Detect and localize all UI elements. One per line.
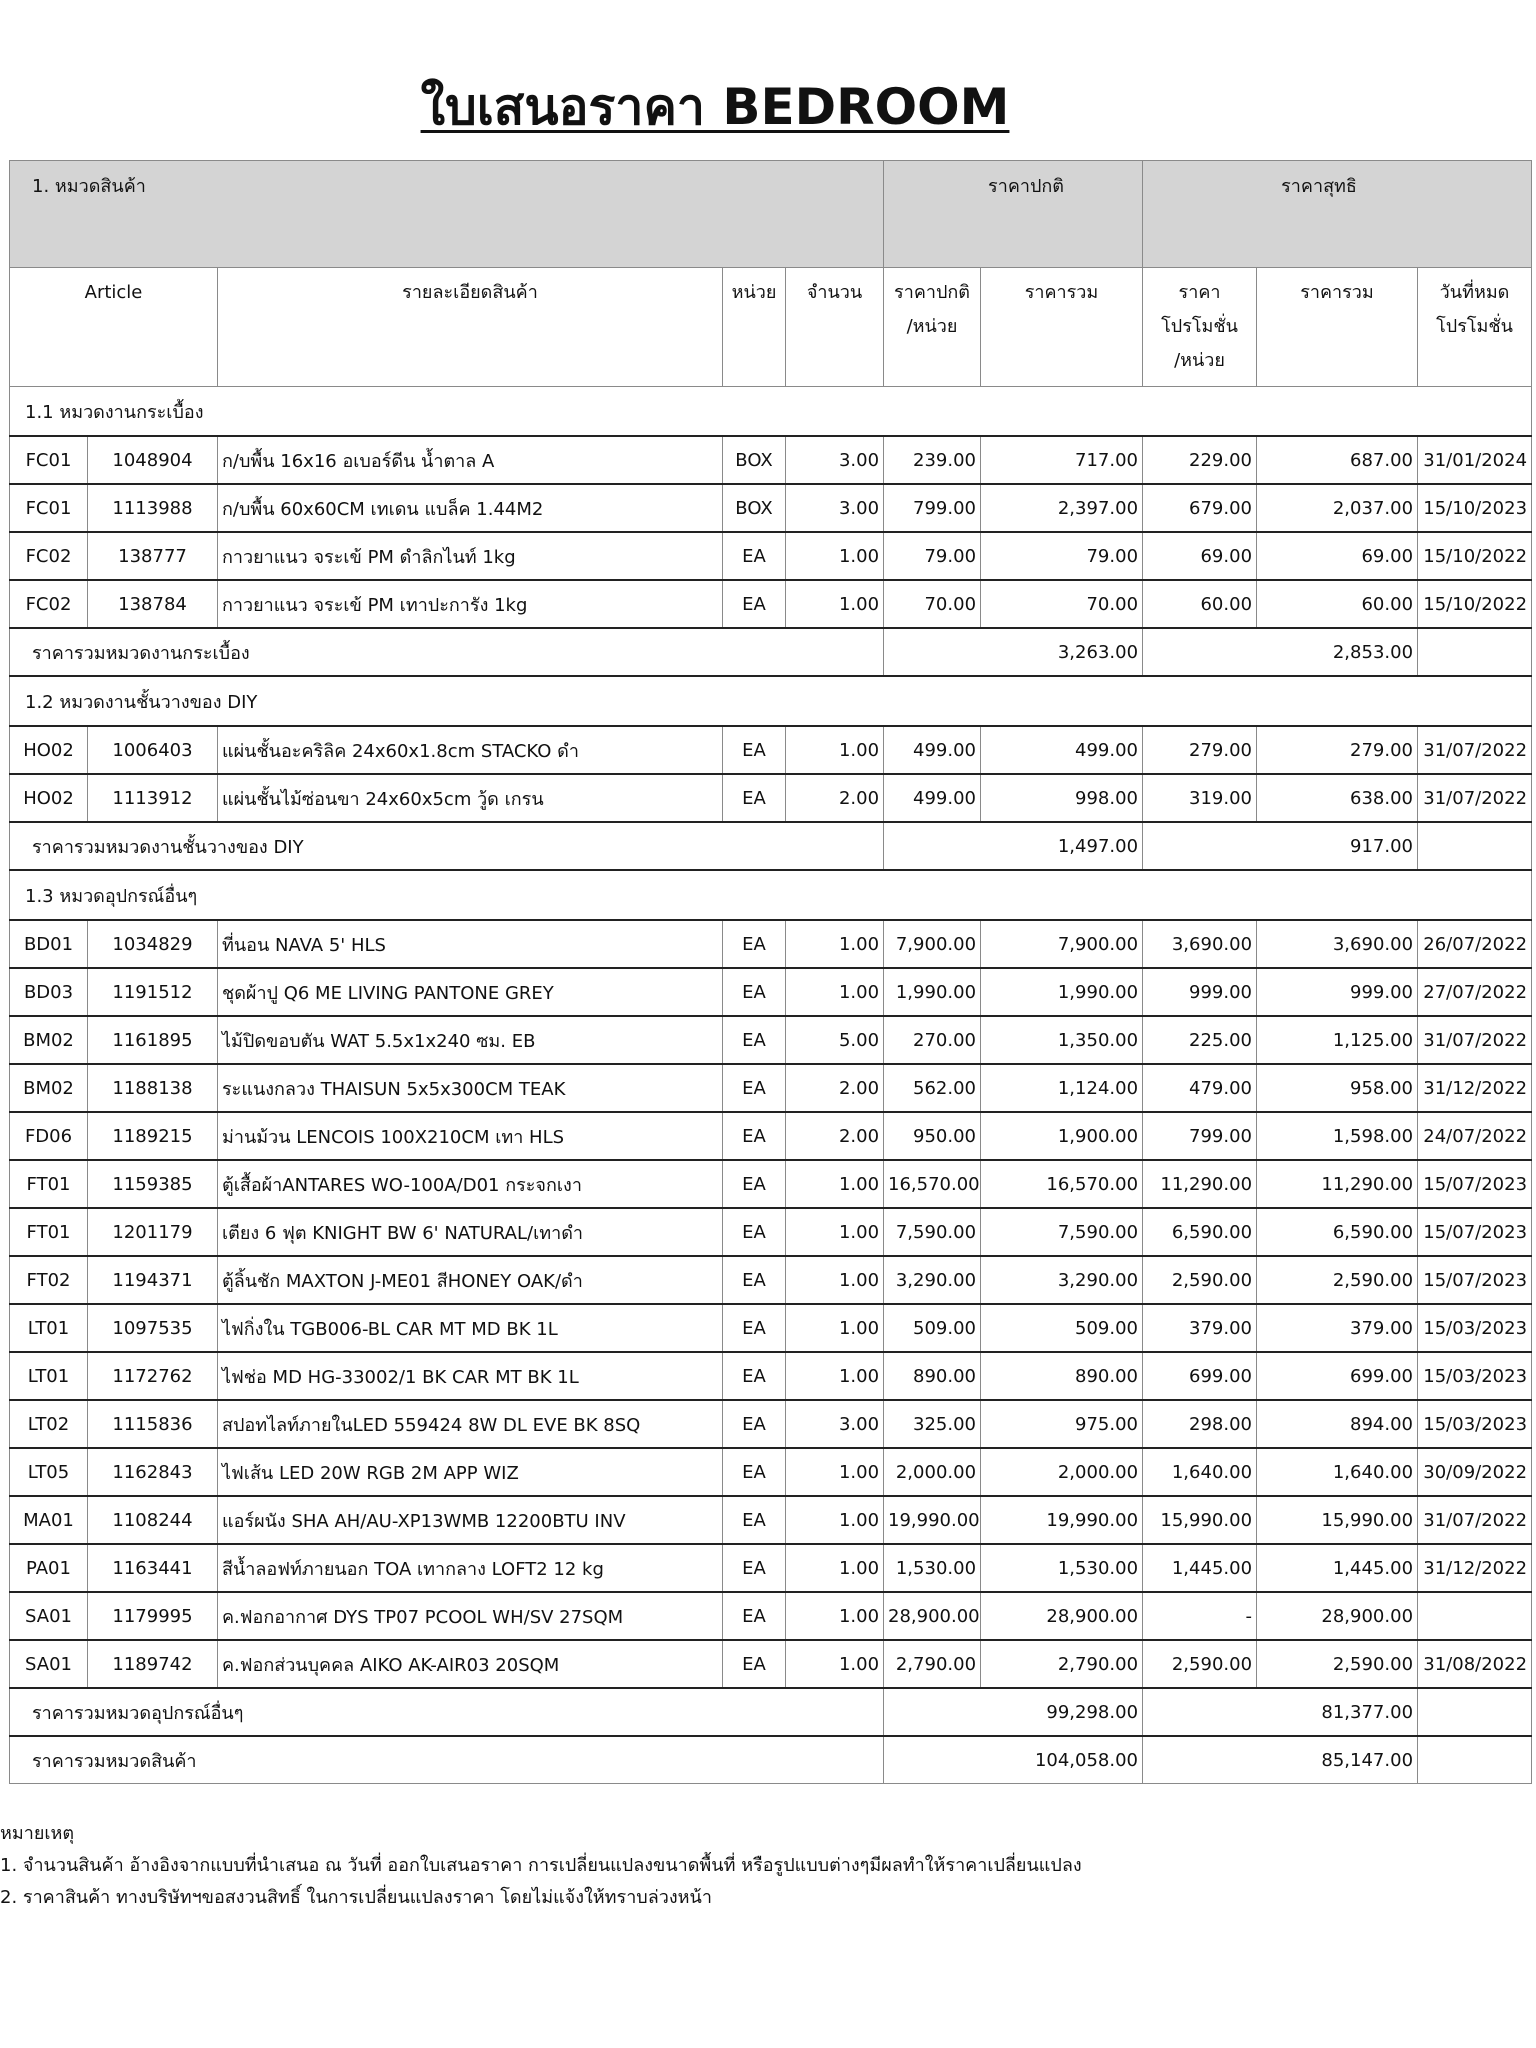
- category-row: [10, 676, 1532, 726]
- item-description: ตู้เสื้อผ้าANTARES WO-100A/D01 กระจกเงา: [218, 1160, 723, 1208]
- item-quantity: 3.00: [786, 436, 884, 484]
- item-unit: EA: [723, 968, 786, 1016]
- item-code: FD06: [10, 1112, 88, 1160]
- item-description: กาวยาแนว จระเข้ PM ดำลิกไนท์ 1kg: [218, 532, 723, 580]
- item-code: HO02: [10, 726, 88, 774]
- item-total: 717.00: [981, 436, 1143, 484]
- item-code: BD03: [10, 968, 88, 1016]
- item-unit-price: 2,790.00: [884, 1640, 981, 1688]
- item-quantity: 1.00: [786, 920, 884, 968]
- subtotal-empty-cell: [1418, 822, 1532, 870]
- item-unit: EA: [723, 1352, 786, 1400]
- item-promo-price: 60.00: [1143, 580, 1257, 628]
- item-code: LT05: [10, 1448, 88, 1496]
- col-promo-line1: ราคา: [1178, 282, 1221, 303]
- col-article-header: Article: [10, 268, 218, 387]
- item-quantity: 1.00: [786, 1304, 884, 1352]
- item-article: 1113988: [88, 484, 218, 532]
- item-quantity: 1.00: [786, 1352, 884, 1400]
- item-total: 1,530.00: [981, 1544, 1143, 1592]
- table-row: [10, 1112, 1532, 1160]
- item-net-total: 2,590.00: [1257, 1640, 1418, 1688]
- item-description: ชุดผ้าปู Q6 ME LIVING PANTONE GREY: [218, 968, 723, 1016]
- item-article: 1108244: [88, 1496, 218, 1544]
- col-unit-price-line2: /หน่วย: [906, 316, 958, 337]
- grand-total-regular: 104,058.00: [884, 1736, 1143, 1784]
- item-quantity: 3.00: [786, 484, 884, 532]
- item-total: 28,900.00: [981, 1592, 1143, 1640]
- subtotal-empty-cell: [1418, 628, 1532, 676]
- item-quantity: 1.00: [786, 532, 884, 580]
- item-unit-price: 890.00: [884, 1352, 981, 1400]
- item-unit-price: 1,990.00: [884, 968, 981, 1016]
- item-net-total: 6,590.00: [1257, 1208, 1418, 1256]
- item-unit: BOX: [723, 436, 786, 484]
- item-promo-end-date: [1418, 1592, 1532, 1640]
- table-row: [10, 920, 1532, 968]
- item-unit: EA: [723, 1208, 786, 1256]
- item-description: ไฟเส้น LED 20W RGB 2M APP WIZ: [218, 1448, 723, 1496]
- item-description: ไฟช่อ MD HG-33002/1 BK CAR MT BK 1L: [218, 1352, 723, 1400]
- item-promo-end-date: 31/12/2022: [1418, 1064, 1532, 1112]
- item-total: 19,990.00: [981, 1496, 1143, 1544]
- item-description: ค.ฟอกอากาศ DYS TP07 PCOOL WH/SV 27SQM: [218, 1592, 723, 1640]
- item-article: 1159385: [88, 1160, 218, 1208]
- item-net-total: 3,690.00: [1257, 920, 1418, 968]
- item-net-total: 379.00: [1257, 1304, 1418, 1352]
- grand-total-row: [10, 1736, 1532, 1784]
- item-net-total: 279.00: [1257, 726, 1418, 774]
- item-article: 1188138: [88, 1064, 218, 1112]
- item-unit: EA: [723, 1400, 786, 1448]
- item-net-total: 2,037.00: [1257, 484, 1418, 532]
- item-promo-price: 69.00: [1143, 532, 1257, 580]
- item-promo-price: 379.00: [1143, 1304, 1257, 1352]
- note-line-1: 1. จำนวนสินค้า อ้างอิงจากแบบที่นำเสนอ ณ วันที่ ออกใบเสนอราคา การเปลี่ยนแปลงขนาดพื้นที่ หรือรูปแบบต่างๆมีผลทำให้ราคาเปลี่ยนแปลง: [0, 1855, 1082, 1876]
- subtotal-label: ราคารวมหมวดงานกระเบื้อง: [10, 628, 884, 676]
- item-unit-price: 325.00: [884, 1400, 981, 1448]
- item-unit-price: 7,900.00: [884, 920, 981, 968]
- subtotal-label: ราคารวมหมวดอุปกรณ์อื่นๆ: [10, 1688, 884, 1736]
- item-code: SA01: [10, 1592, 88, 1640]
- grand-total-empty-cell: [1418, 1736, 1532, 1784]
- item-net-total: 28,900.00: [1257, 1592, 1418, 1640]
- table-row: [10, 1544, 1532, 1592]
- item-total: 1,124.00: [981, 1064, 1143, 1112]
- item-article: 1189215: [88, 1112, 218, 1160]
- item-promo-price: 699.00: [1143, 1352, 1257, 1400]
- item-description: กาวยาแนว จระเข้ PM เทาปะการัง 1kg: [218, 580, 723, 628]
- item-code: BM02: [10, 1064, 88, 1112]
- item-article: 1172762: [88, 1352, 218, 1400]
- item-unit: EA: [723, 1304, 786, 1352]
- item-total: 16,570.00: [981, 1160, 1143, 1208]
- item-promo-price: 479.00: [1143, 1064, 1257, 1112]
- col-end-line2: โปรโมชั่น: [1436, 316, 1513, 337]
- item-unit: EA: [723, 1016, 786, 1064]
- item-description: ม่านม้วน LENCOIS 100X210CM เทา HLS: [218, 1112, 723, 1160]
- subtotal-row: [10, 822, 1532, 870]
- item-code: BD01: [10, 920, 88, 968]
- title-text: ใบเสนอราคา BEDROOM: [420, 78, 1010, 136]
- item-net-total: 999.00: [1257, 968, 1418, 1016]
- subtotal-net: 2,853.00: [1143, 628, 1418, 676]
- item-unit-price: 2,000.00: [884, 1448, 981, 1496]
- item-unit: EA: [723, 1160, 786, 1208]
- table-row: [10, 1640, 1532, 1688]
- item-article: 1201179: [88, 1208, 218, 1256]
- quotation-table: [9, 160, 1532, 1784]
- item-total: 1,990.00: [981, 968, 1143, 1016]
- col-unit-price-header: [884, 268, 981, 387]
- item-promo-end-date: 26/07/2022: [1418, 920, 1532, 968]
- table-row: [10, 968, 1532, 1016]
- table-row: [10, 1256, 1532, 1304]
- item-unit: EA: [723, 1640, 786, 1688]
- item-promo-price: 229.00: [1143, 436, 1257, 484]
- item-promo-price: 679.00: [1143, 484, 1257, 532]
- table-row: [10, 1496, 1532, 1544]
- item-promo-end-date: 31/08/2022: [1418, 1640, 1532, 1688]
- item-quantity: 1.00: [786, 1640, 884, 1688]
- item-quantity: 1.00: [786, 1448, 884, 1496]
- item-unit: EA: [723, 1112, 786, 1160]
- item-code: FC02: [10, 532, 88, 580]
- item-unit-price: 499.00: [884, 726, 981, 774]
- item-quantity: 1.00: [786, 968, 884, 1016]
- subtotal-regular: 1,497.00: [884, 822, 1143, 870]
- item-article: 1097535: [88, 1304, 218, 1352]
- item-quantity: 1.00: [786, 1544, 884, 1592]
- item-unit-price: 7,590.00: [884, 1208, 981, 1256]
- item-quantity: 3.00: [786, 1400, 884, 1448]
- item-article: 1163441: [88, 1544, 218, 1592]
- item-promo-price: 3,690.00: [1143, 920, 1257, 968]
- item-article: 1006403: [88, 726, 218, 774]
- item-net-total: 2,590.00: [1257, 1256, 1418, 1304]
- item-article: 1189742: [88, 1640, 218, 1688]
- item-description: ก/บพื้น 16x16 อเบอร์ดีน น้ำตาล A: [218, 436, 723, 484]
- note-line-2: 2. ราคาสินค้า ทางบริษัทฯขอสงวนสิทธิ์ ในการเปลี่ยนแปลงราคา โดยไม่แจ้งให้ทราบล่วงหน้า: [0, 1887, 712, 1908]
- item-total: 3,290.00: [981, 1256, 1143, 1304]
- item-promo-end-date: 15/07/2023: [1418, 1256, 1532, 1304]
- item-promo-price: 1,640.00: [1143, 1448, 1257, 1496]
- table-row: [10, 436, 1532, 484]
- item-promo-end-date: 30/09/2022: [1418, 1448, 1532, 1496]
- item-article: 1162843: [88, 1448, 218, 1496]
- table-row: [10, 532, 1532, 580]
- col-qty-header: จำนวน: [786, 268, 884, 387]
- notes: [0, 1818, 1082, 1914]
- item-promo-price: 225.00: [1143, 1016, 1257, 1064]
- item-quantity: 2.00: [786, 1064, 884, 1112]
- item-promo-end-date: 15/07/2023: [1418, 1208, 1532, 1256]
- item-net-total: 1,640.00: [1257, 1448, 1418, 1496]
- item-code: FC01: [10, 484, 88, 532]
- item-promo-price: 999.00: [1143, 968, 1257, 1016]
- item-total: 499.00: [981, 726, 1143, 774]
- item-quantity: 1.00: [786, 1256, 884, 1304]
- subtotal-row: [10, 628, 1532, 676]
- item-net-total: 894.00: [1257, 1400, 1418, 1448]
- item-unit-price: 16,570.00: [884, 1160, 981, 1208]
- item-promo-end-date: 31/07/2022: [1418, 726, 1532, 774]
- item-promo-end-date: 27/07/2022: [1418, 968, 1532, 1016]
- item-total: 975.00: [981, 1400, 1143, 1448]
- item-unit-price: 499.00: [884, 774, 981, 822]
- item-net-total: 69.00: [1257, 532, 1418, 580]
- table-row: [10, 1016, 1532, 1064]
- item-code: FT02: [10, 1256, 88, 1304]
- item-code: FT01: [10, 1160, 88, 1208]
- item-code: FC01: [10, 436, 88, 484]
- item-unit: EA: [723, 1592, 786, 1640]
- table-row: [10, 1304, 1532, 1352]
- notes-heading: หมายเหตุ: [0, 1823, 75, 1844]
- table-row: [10, 484, 1532, 532]
- item-unit: EA: [723, 1064, 786, 1112]
- table-row: [10, 1160, 1532, 1208]
- item-promo-end-date: 15/10/2023: [1418, 484, 1532, 532]
- item-total: 7,900.00: [981, 920, 1143, 968]
- item-description: ค.ฟอกส่วนบุคคล AIKO AK-AIR03 20SQM: [218, 1640, 723, 1688]
- item-total: 998.00: [981, 774, 1143, 822]
- item-unit: EA: [723, 1256, 786, 1304]
- item-article: 1048904: [88, 436, 218, 484]
- item-quantity: 2.00: [786, 774, 884, 822]
- item-code: SA01: [10, 1640, 88, 1688]
- item-code: HO02: [10, 774, 88, 822]
- header-row-columns: [10, 268, 1532, 387]
- item-promo-price: 279.00: [1143, 726, 1257, 774]
- item-unit: EA: [723, 1448, 786, 1496]
- item-promo-end-date: 15/10/2022: [1418, 580, 1532, 628]
- item-unit: EA: [723, 920, 786, 968]
- item-unit-price: 950.00: [884, 1112, 981, 1160]
- item-quantity: 1.00: [786, 726, 884, 774]
- col-promo-line3: /หน่วย: [1174, 350, 1225, 371]
- item-unit-price: 79.00: [884, 532, 981, 580]
- col-promo-line2: โปรโมชั่น: [1161, 316, 1238, 337]
- item-quantity: 1.00: [786, 1208, 884, 1256]
- grand-total-net: 85,147.00: [1143, 1736, 1418, 1784]
- item-net-total: 1,125.00: [1257, 1016, 1418, 1064]
- item-quantity: 2.00: [786, 1112, 884, 1160]
- item-article: 1191512: [88, 968, 218, 1016]
- item-unit-price: 509.00: [884, 1304, 981, 1352]
- table-row: [10, 774, 1532, 822]
- item-total: 79.00: [981, 532, 1143, 580]
- item-net-total: 11,290.00: [1257, 1160, 1418, 1208]
- item-quantity: 1.00: [786, 1592, 884, 1640]
- item-unit: EA: [723, 532, 786, 580]
- item-total: 890.00: [981, 1352, 1143, 1400]
- item-article: 138777: [88, 532, 218, 580]
- item-description: ไฟกิ่งใน TGB006-BL CAR MT MD BK 1L: [218, 1304, 723, 1352]
- col-total-header: ราคารวม: [981, 268, 1143, 387]
- item-quantity: 1.00: [786, 1160, 884, 1208]
- item-code: LT01: [10, 1304, 88, 1352]
- col-unit-price-line1: ราคาปกติ: [894, 282, 970, 303]
- item-total: 509.00: [981, 1304, 1143, 1352]
- table-row: [10, 1352, 1532, 1400]
- item-promo-end-date: 15/03/2023: [1418, 1400, 1532, 1448]
- category-name: 1.3 หมวดอุปกรณ์อื่นๆ: [10, 870, 1532, 920]
- item-unit-price: 239.00: [884, 436, 981, 484]
- item-promo-price: 11,290.00: [1143, 1160, 1257, 1208]
- subtotal-regular: 3,263.00: [884, 628, 1143, 676]
- item-promo-end-date: 15/03/2023: [1418, 1352, 1532, 1400]
- table-row: [10, 1208, 1532, 1256]
- table-row: [10, 1064, 1532, 1112]
- item-unit: EA: [723, 726, 786, 774]
- col-net-total-header: ราคารวม: [1257, 268, 1418, 387]
- item-net-total: 687.00: [1257, 436, 1418, 484]
- item-promo-end-date: 15/03/2023: [1418, 1304, 1532, 1352]
- item-description: ก/บพื้น 60x60CM เทเดน แบล็ค 1.44M2: [218, 484, 723, 532]
- item-promo-price: 1,445.00: [1143, 1544, 1257, 1592]
- item-total: 2,000.00: [981, 1448, 1143, 1496]
- item-unit: EA: [723, 774, 786, 822]
- item-article: 1113912: [88, 774, 218, 822]
- item-total: 1,350.00: [981, 1016, 1143, 1064]
- item-article: 1115836: [88, 1400, 218, 1448]
- grand-total-label: ราคารวมหมวดสินค้า: [10, 1736, 884, 1784]
- item-article: 138784: [88, 580, 218, 628]
- item-net-total: 638.00: [1257, 774, 1418, 822]
- item-total: 70.00: [981, 580, 1143, 628]
- item-code: FC02: [10, 580, 88, 628]
- item-net-total: 699.00: [1257, 1352, 1418, 1400]
- item-description: เตียง 6 ฟุต KNIGHT BW 6' NATURAL/เทาดำ: [218, 1208, 723, 1256]
- header-row-groups: [10, 161, 1532, 268]
- item-promo-end-date: 31/07/2022: [1418, 1496, 1532, 1544]
- item-promo-end-date: 31/07/2022: [1418, 1016, 1532, 1064]
- item-description: แผ่นชั้นอะคริลิค 24x60x1.8cm STACKO ดำ: [218, 726, 723, 774]
- subtotal-regular: 99,298.00: [884, 1688, 1143, 1736]
- item-promo-end-date: 15/07/2023: [1418, 1160, 1532, 1208]
- item-promo-end-date: 15/10/2022: [1418, 532, 1532, 580]
- item-code: LT01: [10, 1352, 88, 1400]
- item-promo-end-date: 24/07/2022: [1418, 1112, 1532, 1160]
- item-net-total: 15,990.00: [1257, 1496, 1418, 1544]
- item-unit-price: 3,290.00: [884, 1256, 981, 1304]
- item-unit: BOX: [723, 484, 786, 532]
- item-code: BM02: [10, 1016, 88, 1064]
- item-net-total: 958.00: [1257, 1064, 1418, 1112]
- item-unit-price: 28,900.00: [884, 1592, 981, 1640]
- item-promo-price: 2,590.00: [1143, 1256, 1257, 1304]
- item-promo-price: 15,990.00: [1143, 1496, 1257, 1544]
- col-desc-header: รายละเอียดสินค้า: [218, 268, 723, 387]
- table-row: [10, 580, 1532, 628]
- net-price-group-header: ราคาสุทธิ: [1143, 161, 1532, 268]
- subtotal-label: ราคารวมหมวดงานชั้นวางของ DIY: [10, 822, 884, 870]
- item-net-total: 1,445.00: [1257, 1544, 1418, 1592]
- document-title: [0, 68, 1430, 147]
- item-article: 1194371: [88, 1256, 218, 1304]
- item-code: PA01: [10, 1544, 88, 1592]
- item-description: แผ่นชั้นไม้ซ่อนขา 24x60x5cm วู้ด เกรน: [218, 774, 723, 822]
- subtotal-net: 81,377.00: [1143, 1688, 1418, 1736]
- item-description: ตู้ลิ้นชัก MAXTON J-ME01 สีHONEY OAK/ดำ: [218, 1256, 723, 1304]
- regular-price-group-header: ราคาปกติ: [884, 161, 1143, 268]
- category-name: 1.2 หมวดงานชั้นวางของ DIY: [10, 676, 1532, 726]
- table-row: [10, 726, 1532, 774]
- item-description: ระแนงกลวง THAISUN 5x5x300CM TEAK: [218, 1064, 723, 1112]
- item-code: MA01: [10, 1496, 88, 1544]
- item-unit-price: 562.00: [884, 1064, 981, 1112]
- item-promo-price: 298.00: [1143, 1400, 1257, 1448]
- item-total: 2,790.00: [981, 1640, 1143, 1688]
- table-row: [10, 1592, 1532, 1640]
- table-row: [10, 1448, 1532, 1496]
- col-promo-header: [1143, 268, 1257, 387]
- item-total: 1,900.00: [981, 1112, 1143, 1160]
- item-promo-price: -: [1143, 1592, 1257, 1640]
- item-unit: EA: [723, 1544, 786, 1592]
- item-description: ที่นอน NAVA 5' HLS: [218, 920, 723, 968]
- item-unit-price: 1,530.00: [884, 1544, 981, 1592]
- item-article: 1179995: [88, 1592, 218, 1640]
- item-quantity: 5.00: [786, 1016, 884, 1064]
- item-unit: EA: [723, 580, 786, 628]
- section-header: 1. หมวดสินค้า: [10, 161, 884, 268]
- item-description: สีน้ำลอฟท์ภายนอก TOA เทากลาง LOFT2 12 kg: [218, 1544, 723, 1592]
- item-unit-price: 70.00: [884, 580, 981, 628]
- item-article: 1161895: [88, 1016, 218, 1064]
- item-unit-price: 270.00: [884, 1016, 981, 1064]
- category-row: [10, 870, 1532, 920]
- item-unit-price: 19,990.00: [884, 1496, 981, 1544]
- item-code: FT01: [10, 1208, 88, 1256]
- item-promo-price: 799.00: [1143, 1112, 1257, 1160]
- item-article: 1034829: [88, 920, 218, 968]
- item-total: 2,397.00: [981, 484, 1143, 532]
- col-end-line1: วันที่หมด: [1439, 282, 1510, 303]
- col-end-header: [1418, 268, 1532, 387]
- item-promo-end-date: 31/07/2022: [1418, 774, 1532, 822]
- item-code: LT02: [10, 1400, 88, 1448]
- subtotal-row: [10, 1688, 1532, 1736]
- item-total: 7,590.00: [981, 1208, 1143, 1256]
- item-unit-price: 799.00: [884, 484, 981, 532]
- item-promo-end-date: 31/01/2024: [1418, 436, 1532, 484]
- item-net-total: 1,598.00: [1257, 1112, 1418, 1160]
- item-quantity: 1.00: [786, 580, 884, 628]
- item-promo-price: 6,590.00: [1143, 1208, 1257, 1256]
- item-quantity: 1.00: [786, 1496, 884, 1544]
- category-row: [10, 387, 1532, 437]
- item-unit: EA: [723, 1496, 786, 1544]
- item-description: ไม้ปิดขอบตัน WAT 5.5x1x240 ซม. EB: [218, 1016, 723, 1064]
- item-promo-end-date: 31/12/2022: [1418, 1544, 1532, 1592]
- col-unit-header: หน่วย: [723, 268, 786, 387]
- subtotal-empty-cell: [1418, 1688, 1532, 1736]
- item-net-total: 60.00: [1257, 580, 1418, 628]
- item-description: แอร์ผนัง SHA AH/AU-XP13WMB 12200BTU INV: [218, 1496, 723, 1544]
- item-description: สปอทไลท์ภายในLED 559424 8W DL EVE BK 8SQ: [218, 1400, 723, 1448]
- subtotal-net: 917.00: [1143, 822, 1418, 870]
- category-name: 1.1 หมวดงานกระเบื้อง: [10, 387, 1532, 437]
- table-row: [10, 1400, 1532, 1448]
- item-promo-price: 2,590.00: [1143, 1640, 1257, 1688]
- item-promo-price: 319.00: [1143, 774, 1257, 822]
